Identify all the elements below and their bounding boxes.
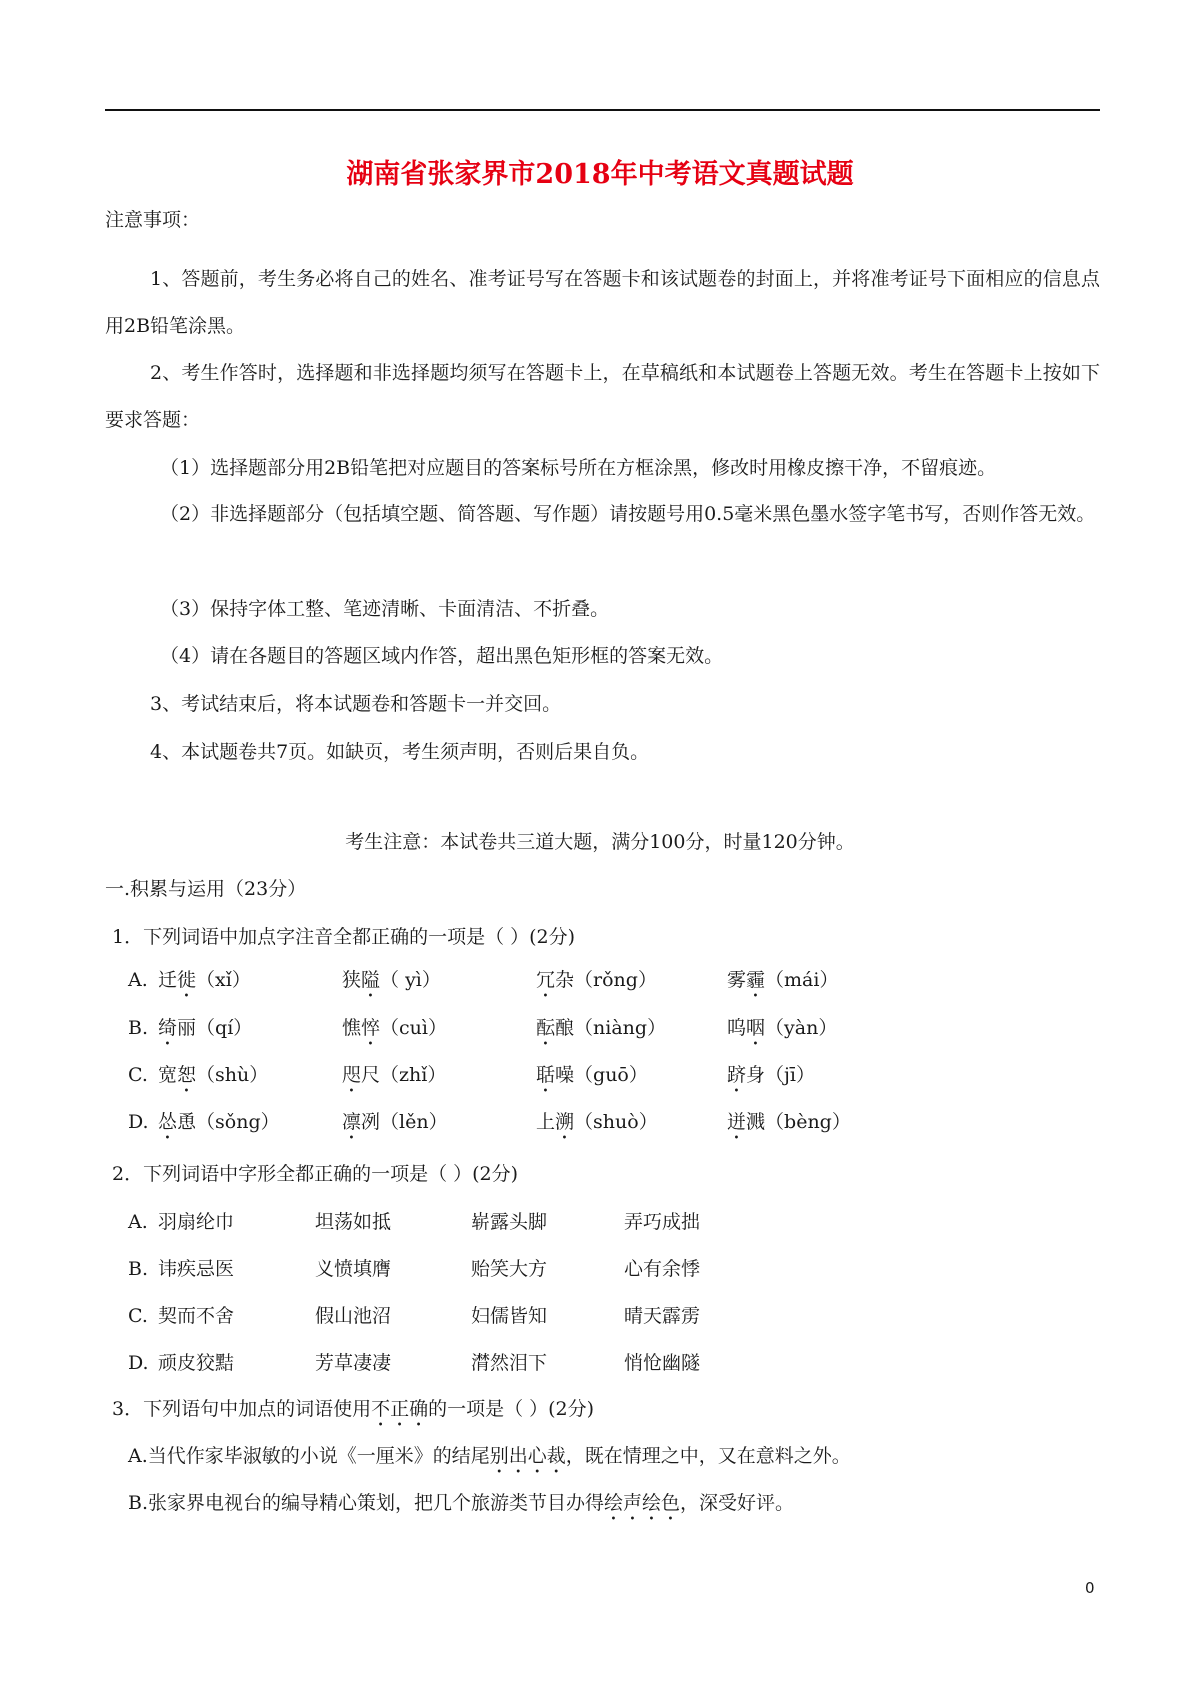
option-label: A. [128,1211,148,1233]
option-text: A.当代作家毕淑敏的小说《一厘米》的结尾 [128,1445,490,1467]
word-option [158,1060,268,1097]
word-option [158,1107,280,1144]
word-option [727,965,838,1002]
question-3-option-b [128,1488,794,1525]
emphasized-word: 不正确 [371,1398,429,1420]
emphasized-word: 别出心裁 [489,1445,566,1467]
word-char: 上 [536,1111,556,1133]
idiom-option: 坦荡如抵 [315,1211,392,1233]
idiom-option: 晴天霹雳 [624,1305,701,1327]
word-char: 尺 [361,1064,381,1086]
idiom-option: 契而不舍 [158,1305,235,1327]
option-label: D. [128,1111,149,1133]
question-1-stem: 1．下列词语中加点字注音全都正确的一项是（ ）(2分) [112,926,576,948]
pinyin: （mái） [765,969,839,991]
emphasized-char: 酝 [536,1017,556,1039]
emphasized-word: 绘声绘色 [604,1492,681,1514]
notice-item-2-2: （2）非选择题部分（包括填空题、简答题、写作题）请按题号用0.5毫米黑色墨水签字笔书写，否则作答无效。 [160,503,1096,525]
question-2-stem: 2．下列词语中字形全都正确的一项是（ ）(2分) [112,1163,519,1185]
word-option [536,965,657,1002]
pinyin: （zhǐ） [380,1064,447,1086]
word-option [727,1060,815,1097]
notice-item-1: 1、答题前，考生务必将自己的姓名、准考证号写在答题卡和该试题卷的封面上，并将准考证号下面相应的信息点用2B铅笔涂黑。 [105,268,1100,337]
idiom-option: 潸然泪下 [471,1352,548,1374]
document-title: 湖南省张家界市2018年中考语文真题试题 [346,159,854,190]
word-option [727,1013,837,1050]
emphasized-char: 咽 [746,1017,766,1039]
pinyin: （bèng） [765,1111,851,1133]
emphasized-char: 怂 [158,1111,178,1133]
stem-text: 3．下列语句中加点的词语使用 [112,1398,372,1420]
idiom-option: 心有余悸 [624,1258,701,1280]
word-char: 溅 [746,1111,766,1133]
exam-note: 考生注意：本试卷共三道大题，满分100分，时量120分钟。 [345,831,855,853]
pinyin: （lěn） [380,1111,448,1133]
idiom-option: 芳草凄凄 [315,1352,392,1374]
pinyin: （qí） [196,1017,253,1039]
word-char: 丽 [177,1017,197,1039]
word-option [158,1013,252,1050]
word-option [727,1107,851,1144]
word-option [536,1107,658,1144]
emphasized-char: 徙 [177,969,197,991]
word-char: 酿 [555,1017,575,1039]
option-text: B.张家界电视台的编导精心策划，把几个旅游类节目办得 [128,1492,605,1514]
word-char: 迁 [158,969,178,991]
pinyin: （jī） [765,1064,815,1086]
idiom-option: 羽扇纶巾 [158,1211,235,1233]
question-3-option-a [128,1441,851,1478]
idiom-option: 妇儒皆知 [471,1305,548,1327]
idiom-option: 贻笑大方 [471,1258,548,1280]
emphasized-char: 冗 [536,969,556,991]
emphasized-char: 溯 [555,1111,575,1133]
option-text: ，既在情理之中，又在意料之外。 [565,1445,851,1467]
word-char: 冽 [361,1111,381,1133]
notice-item-2-4: （4）请在各题目的答题区域内作答，超出黑色矩形框的答案无效。 [160,645,724,667]
option-text: ，深受好评。 [680,1492,795,1514]
word-char: 雾 [727,969,747,991]
option-label: A. [128,969,148,991]
pinyin: （rǒng） [574,969,657,991]
pinyin: （xǐ） [196,969,251,991]
word-char: 身 [746,1064,766,1086]
pinyin: （yàn） [765,1017,838,1039]
word-char: 噪 [555,1064,575,1086]
pinyin: （cuì） [380,1017,447,1039]
word-char: 憔 [342,1017,362,1039]
word-option [342,965,441,1002]
word-option [536,1013,666,1050]
word-option [158,965,251,1002]
stem-text: 的一项是（ ）(2分) [428,1398,595,1420]
word-char: 狭 [342,969,362,991]
notice-item-4: 4、本试题卷共7页。如缺页，考生须声明，否则后果自负。 [150,741,650,763]
emphasized-char: 凛 [342,1111,362,1133]
idiom-option: 弄巧成拙 [624,1211,701,1233]
option-label: D. [128,1352,149,1374]
emphasized-char: 悴 [361,1017,381,1039]
word-char: 恿 [177,1111,197,1133]
emphasized-char: 霾 [746,969,766,991]
idiom-option: 假山池沼 [315,1305,392,1327]
word-option [342,1060,446,1097]
word-char: 呜 [727,1017,747,1039]
idiom-option: 崭露头脚 [471,1211,548,1233]
pinyin: （niàng） [574,1017,667,1039]
emphasized-char: 隘 [361,969,381,991]
idiom-option: 顽皮狡黠 [158,1352,235,1374]
pinyin: （sǒng） [196,1111,280,1133]
notice-item-3: 3、考试结束后，将本试题卷和答题卡一并交回。 [150,693,562,715]
word-option [342,1013,447,1050]
word-char: 宽 [158,1064,178,1086]
pinyin: （shuò） [574,1111,658,1133]
option-label: C. [128,1064,148,1086]
pinyin: （guō） [574,1064,648,1086]
option-label: B. [128,1258,149,1280]
word-option [536,1060,648,1097]
notice-item-2: 2、考生作答时，选择题和非选择题均须写在答题卡上，在草稿纸和本试题卷上答题无效。考生在答题卡上按如下要求答题： [105,362,1100,431]
emphasized-char: 绮 [158,1017,178,1039]
notice-item-2-1: （1）选择题部分用2B铅笔把对应题目的答案标号所在方框涂黑，修改时用橡皮擦干净，不留痕迹。 [160,457,997,479]
option-label: B. [128,1017,149,1039]
emphasized-char: 迸 [727,1111,747,1133]
option-label: C. [128,1305,148,1327]
section-heading: 一.积累与运用（23分） [105,878,307,900]
emphasized-char: 咫 [342,1064,362,1086]
notice-heading: 注意事项： [105,209,201,231]
word-char: 杂 [555,969,575,991]
idiom-option: 悄怆幽隧 [624,1352,701,1374]
idiom-option: 讳疾忌医 [158,1258,235,1280]
header-rule [105,109,1100,111]
idiom-option: 义愤填膺 [315,1258,392,1280]
pinyin: （shù） [196,1064,269,1086]
question-3-stem [112,1394,594,1431]
page-number: 0 [1085,1579,1095,1597]
notice-item-2-3: （3）保持字体工整、笔迹清晰、卡面清洁、不折叠。 [160,598,610,620]
emphasized-char: 跻 [727,1064,747,1086]
emphasized-char: 恕 [177,1064,197,1086]
emphasized-char: 聒 [536,1064,556,1086]
word-option [342,1107,448,1144]
pinyin: （ yì） [380,969,441,991]
